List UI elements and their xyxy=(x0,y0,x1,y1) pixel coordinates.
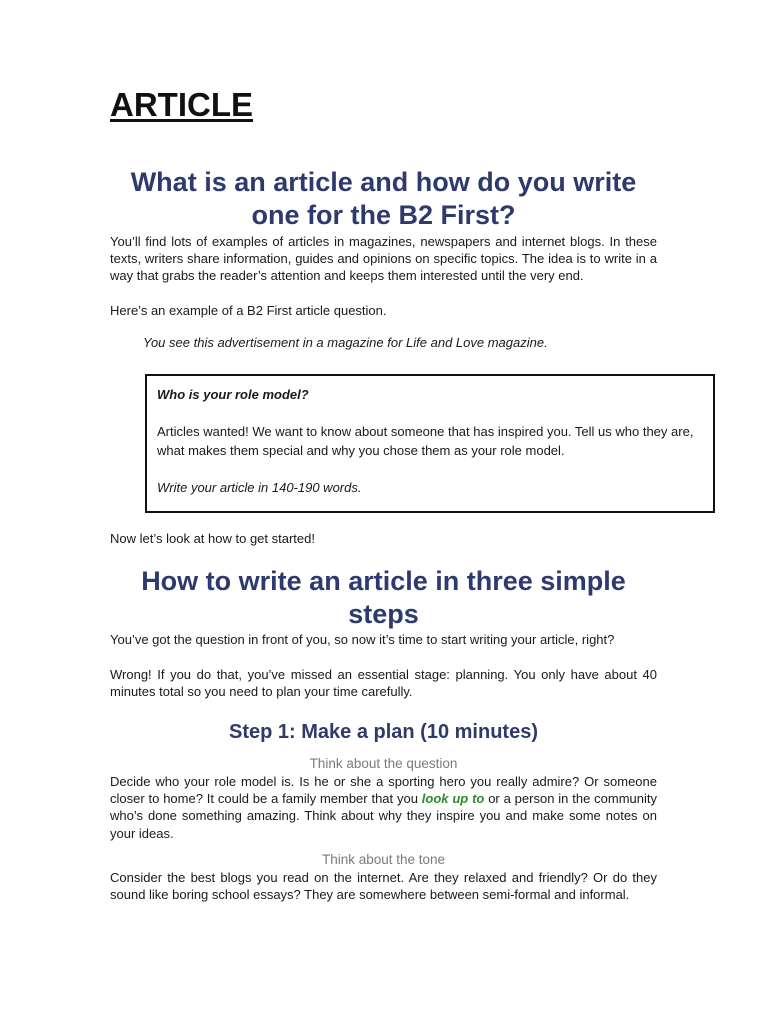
section1-heading: What is an article and how do you write one for the B2 First? xyxy=(130,167,637,230)
section2-heading: How to write an article in three simple steps xyxy=(141,566,626,629)
task-body: Articles wanted! We want to know about someone that has inspired you. Tell us who they are, what makes them special and why you chose them as your role model. xyxy=(157,424,694,458)
step1-subheading-tone: Think about the tone xyxy=(321,852,446,867)
step1-heading: Step 1: Make a plan (10 minutes) xyxy=(229,721,538,743)
task-box xyxy=(145,374,715,513)
task-instruction: Write your article in 140-190 words. xyxy=(157,480,362,495)
step1-paragraph-2: Consider the best blogs you read on the internet. Are they relaxed and friendly? Or do they sound like boring school essays? They are somewhere between semi-formal and informal. xyxy=(110,870,657,903)
step1-paragraph-1-start: Decide who your role model is. Is he or she a sporting hero you really admire? Or someone closer to home? It could be a family member that you xyxy=(110,774,657,807)
section2-paragraph-2: Wrong! If you do that, you’ve missed an essential stage: planning. You only have about 40 minutes total so you need to plan your time carefully. xyxy=(110,667,657,700)
step1-paragraph-1-end: or a person in the community who’s done something amazing. Think about why they inspire you and make some notes on your ideas. xyxy=(110,791,657,841)
section1-paragraph-2: Here’s an example of a B2 First article question. xyxy=(110,303,387,318)
step1-paragraph-1 xyxy=(110,773,657,842)
section2-paragraph-1: You’ve got the question in front of you, so now it’s time to start writing your article, right? xyxy=(110,632,615,647)
task-intro: You see this advertisement in a magazine for Life and Love magazine. xyxy=(143,335,548,350)
transition-text: Now let’s look at how to get started! xyxy=(110,531,315,546)
step1-subheading-question: Think about the question xyxy=(309,756,458,771)
task-title: Who is your role model? xyxy=(157,387,309,402)
phrasal-verb-highlight: look up to xyxy=(421,791,485,807)
section1-paragraph-1: You’ll find lots of examples of articles in magazines, newspapers and internet blogs. In these texts, writers share information, guides and opinions on specific topics. The idea is to write in a way that grabs the reader’s attention and keeps them interested until the very end. xyxy=(110,234,657,284)
document-title: ARTICLE xyxy=(110,86,253,123)
